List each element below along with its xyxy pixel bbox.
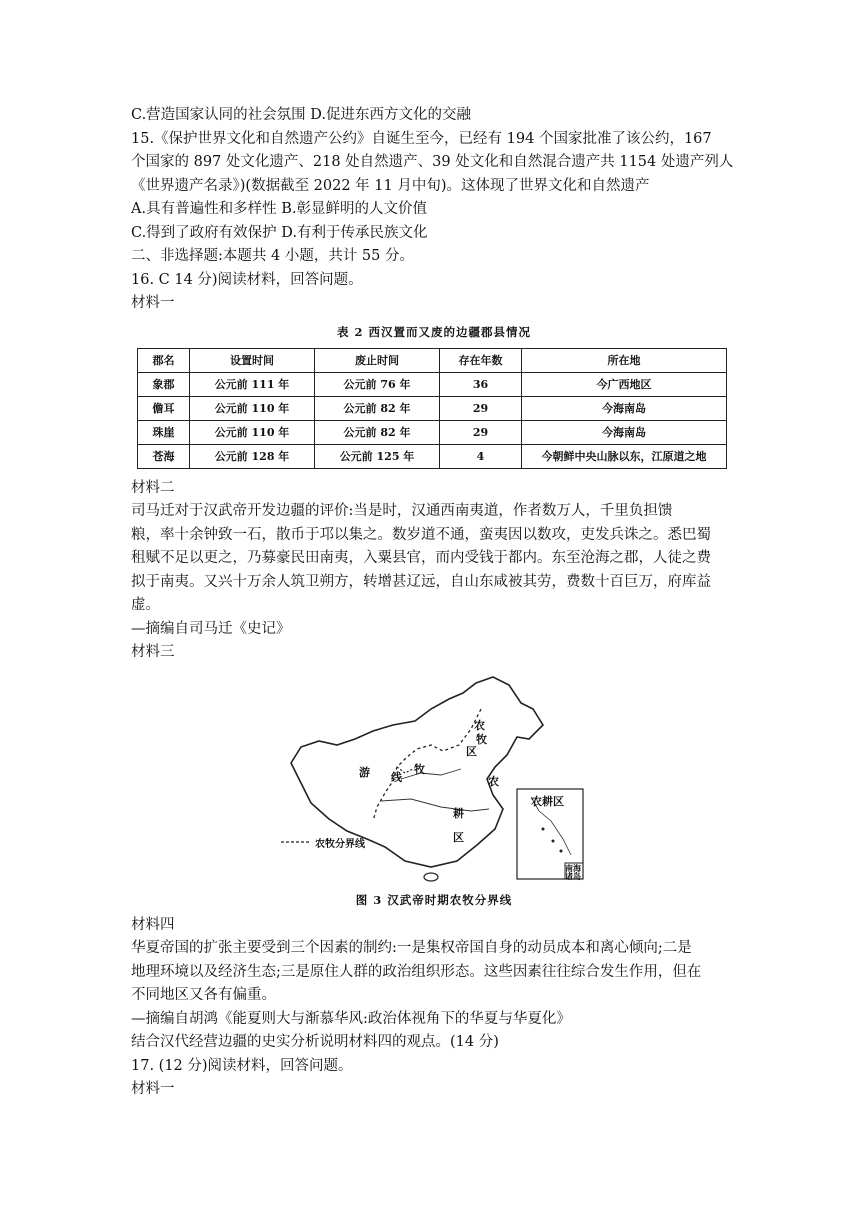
map-label: 农 (474, 718, 485, 732)
text-line: 16. C 14 分)阅读材料，回答问题。 (131, 271, 363, 288)
table-cell: 公元前 76 年 (315, 372, 440, 396)
source-citation: —摘编自胡鸿《能夏则大与渐慕华风:政治体视角下的华夏与华夏化》 (131, 1010, 571, 1027)
map-label: 游 (359, 765, 370, 779)
table-caption: 表 2 西汉置而又废的边疆郡县情况 (336, 324, 531, 339)
table-cell: 今海南岛 (522, 420, 727, 444)
map-label: 区 (466, 744, 477, 758)
text-line: 华夏帝国的扩张主要受到三个因素的制约:一是集权帝国自身的动员成本和离心倾向;二是 (131, 940, 692, 956)
table-cell: 象郡 (138, 372, 190, 396)
table-row (138, 420, 727, 444)
table-cell: 4 (440, 444, 522, 468)
table-cell: 29 (440, 396, 522, 420)
material-label: 材料二 (131, 479, 175, 496)
text-line: 粮，率十余钟致一石，散币于邛以集之。数岁道不通，蛮夷因以数攻，吏发兵诛之。悉巴蜀 (131, 526, 711, 543)
source-citation: —摘编自司马迁《史记》 (131, 620, 291, 637)
frontier-prefecture-table (137, 348, 727, 469)
map-caption: 图 3 汉武帝时期农牧分界线 (355, 892, 513, 907)
text-line: 《世界遗产名录》)(数据截至 2022 年 11 月中旬)。这体现了世界文化和自然遗产 (131, 177, 650, 194)
map-label: 牧 (414, 762, 425, 776)
table-row (138, 396, 727, 420)
text-line: 结合汉代经营边疆的史实分析说明材料四的观点。(14 分) (131, 1034, 499, 1050)
table-cell: 珠崖 (138, 420, 190, 444)
material-two (131, 477, 737, 665)
table-cell: 公元前 110 年 (190, 396, 315, 420)
material-label: 材料一 (131, 1081, 175, 1097)
table-cell: 儋耳 (138, 396, 190, 420)
map-label: 牧 (476, 732, 487, 746)
table-cell: 今朝鲜中央山脉以东，江原道之地 (522, 444, 727, 468)
text-line: 二、非选择题:本题共 4 小题，共计 55 分。 (131, 248, 414, 264)
table-cell: 今海南岛 (522, 396, 727, 420)
text-line: 拟于南夷。又兴十万余人筑卫朔方，转增甚辽远，自山东咸被其劳，费数十百巨万，府库益 (131, 573, 711, 590)
table-cell: 29 (440, 420, 522, 444)
material-four (131, 914, 737, 1032)
map-legend-label: 农牧分界线 (315, 838, 365, 850)
text-line: 17. (12 分)阅读材料，回答问题。 (131, 1057, 353, 1074)
material-label: 材料四 (131, 916, 175, 933)
material-label: 材料一 (131, 295, 175, 311)
material-label: 材料三 (131, 644, 175, 660)
table-cell: 公元前 111 年 (190, 372, 315, 396)
text-line: C.营造国家认同的社会氛围 D.促进东西方文化的交融 (131, 107, 472, 123)
table-cell: 公元前 82 年 (315, 420, 440, 444)
table-header-cell: 郡名 (138, 348, 190, 372)
text-line: 15.《保护世界文化和自然遗产公约》自诞生至今，已经有 194 个国家批准了该公约，167 (131, 130, 712, 147)
table-cell: 今广西地区 (522, 372, 727, 396)
table-cell: 苍海 (138, 444, 190, 468)
china-outline-map (281, 669, 591, 884)
han-farming-pastoral-map (131, 669, 737, 904)
table-cell: 公元前 125 年 (315, 444, 440, 468)
text-line: 租赋不足以更之，乃募豪民田南夷，入粟县官，而内受钱于都内。东至沧海之郡，人徒之费 (131, 550, 711, 566)
table-cell: 公元前 128 年 (190, 444, 315, 468)
table-header-row (138, 348, 727, 372)
table-header-cell: 设置时间 (190, 348, 315, 372)
text-line: C.得到了政府有效保护 D.有利于传承民族文化 (131, 224, 428, 241)
table-cell: 公元前 110 年 (190, 420, 315, 444)
text-line: 个国家的 897 处文化遗产、218 处自然遗产、39 处文化和自然混合遗产共 1154 处遗产列人 (131, 154, 734, 170)
table-cell: 公元前 82 年 (315, 396, 440, 420)
table-row (138, 444, 727, 468)
text-line: 不同地区又各有偏重。 (131, 987, 276, 1003)
text-line: 司马迁对于汉武帝开发边疆的评价:当是时，汉通西南夷道，作者数万人，千里负担馈 (131, 503, 673, 519)
map-label: 区 (453, 830, 464, 844)
map-label: 线 (391, 770, 402, 784)
table-cell: 36 (440, 372, 522, 396)
table-header-cell: 所在地 (522, 348, 727, 372)
text-line: A.具有普遍性和多样性 B.彰显鲜明的人文价值 (131, 201, 427, 217)
table-row (138, 372, 727, 396)
text-line: 地理环境以及经济生态;三是原住人群的政治组织形态。这些因素往往综合发生作用，但在 (131, 963, 702, 980)
text-line: 虚。 (131, 597, 160, 613)
question-block-bottom (131, 1031, 737, 1102)
inset-title: 农耕区 (531, 794, 564, 808)
question-block-top (131, 104, 737, 316)
map-label: 耕 (453, 806, 464, 820)
document-page (131, 104, 737, 1102)
table-header-cell: 废止时间 (315, 348, 440, 372)
inset-sea-label: 南海诸岛 (565, 862, 581, 881)
table-header-cell: 存在年数 (440, 348, 522, 372)
map-label: 农 (488, 774, 499, 788)
